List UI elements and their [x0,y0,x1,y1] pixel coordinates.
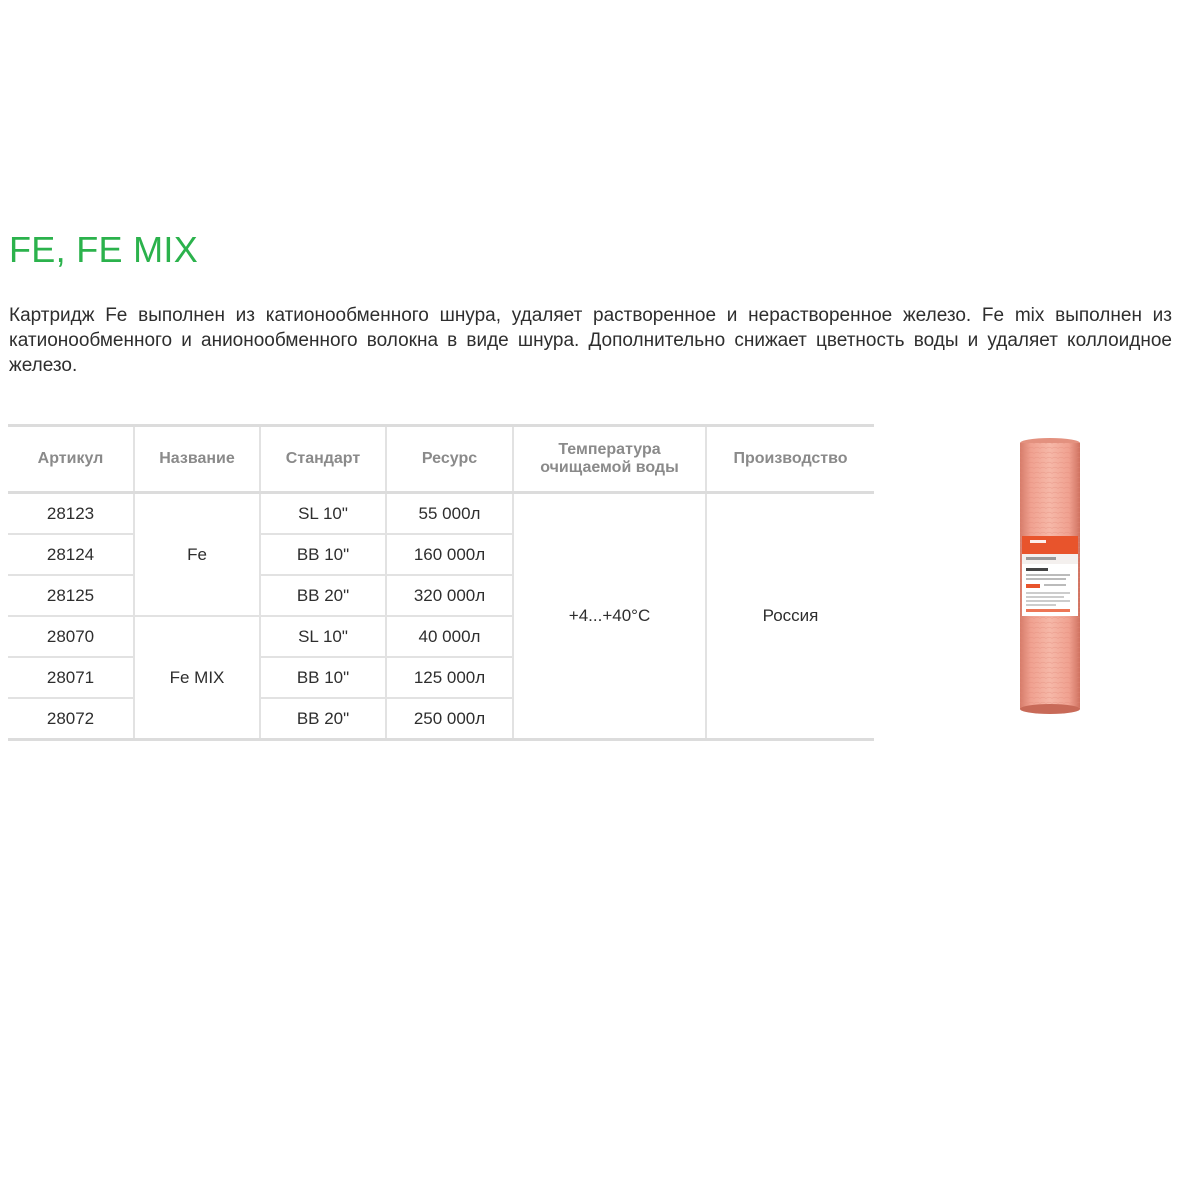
filter-cartridge-image [1016,436,1084,718]
cell-standard: BB 20" [260,698,386,740]
cell-resource: 250 000л [386,698,513,740]
header-name: Название [134,426,260,493]
cell-article: 28070 [8,616,134,657]
cell-group-name-fe: Fe [134,493,260,617]
cell-resource: 125 000л [386,657,513,698]
cell-standard: BB 10" [260,657,386,698]
cartridge-label [1022,536,1078,616]
cell-article: 28124 [8,534,134,575]
cell-group-name-fe-mix: Fe MIX [134,616,260,740]
cell-temperature: +4...+40°C [513,493,706,740]
table-header-row [8,426,874,493]
cell-production: Россия [706,493,874,740]
cell-article: 28071 [8,657,134,698]
table-row [8,493,874,535]
header-resource: Ресурс [386,426,513,493]
page-title: FE, FE MIX [9,229,199,270]
cell-standard: SL 10" [260,616,386,657]
cartridge-illustration [1016,436,1084,718]
product-description: Картридж Fe выполнен из катионообменного шнура, удаляет растворенное и нерастворенное железо. Fe mix выполнен из катионообменного и анионообменного волокна в виде шнура. Дополнительно снижает цветность воды и удаляет коллоидное железо. [9,305,1172,376]
cell-resource: 55 000л [386,493,513,535]
header-temperature-line2: очищаемой воды [540,459,679,476]
spec-table [8,424,874,741]
header-production: Производство [706,426,874,493]
cartridge-bottom-cap [1020,704,1080,714]
cell-standard: BB 10" [260,534,386,575]
cell-resource: 160 000л [386,534,513,575]
header-temperature-line1: Температура [558,441,661,458]
header-article: Артикул [8,426,134,493]
cell-resource: 40 000л [386,616,513,657]
header-temperature [513,426,706,493]
header-standard: Стандарт [260,426,386,493]
cell-article: 28072 [8,698,134,740]
cell-resource: 320 000л [386,575,513,616]
cell-article: 28125 [8,575,134,616]
cell-standard: SL 10" [260,493,386,535]
cell-standard: BB 20" [260,575,386,616]
cell-article: 28123 [8,493,134,535]
